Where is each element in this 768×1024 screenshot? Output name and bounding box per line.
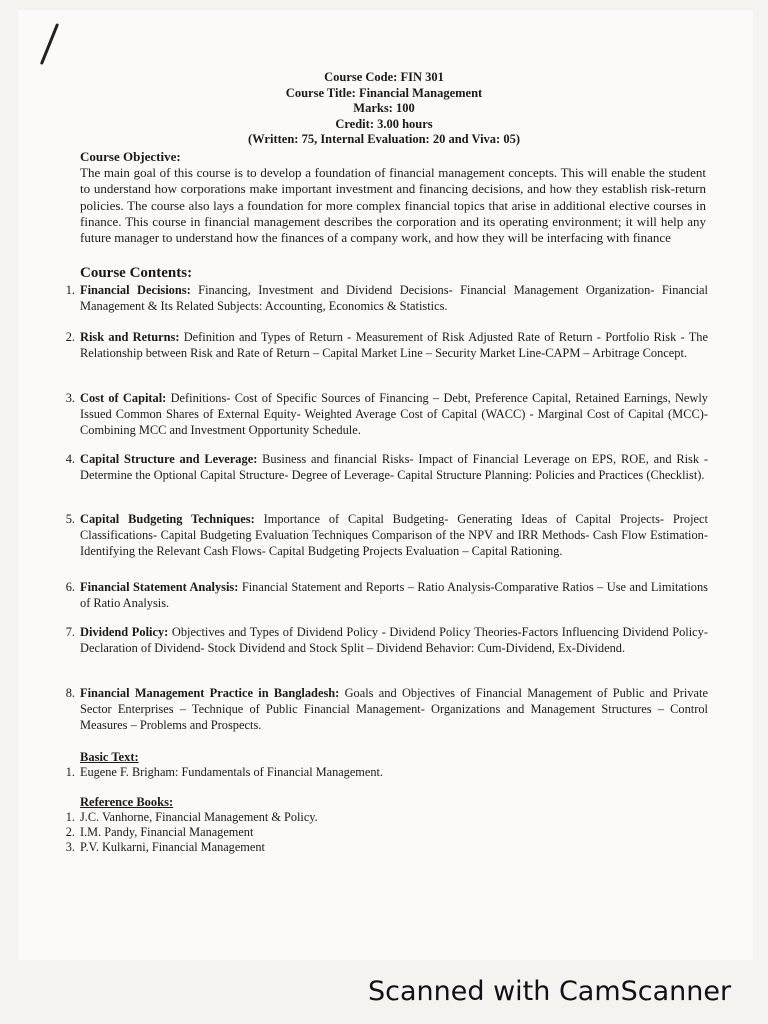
item-number: 1. (65, 765, 75, 779)
content-item-7 (65, 625, 708, 657)
objective-text: The main goal of this course is to develop a foundation of financial management concepts. This will enable the student to understand how corporations make important investment and financing decisions, and how they establish risk-return policies. The course also lays a foundation for more complex financial topics that arise in additional elective courses in finance. This course in financial management describes the corporation and its operating environment; it will help any future manager to understand how the finances of a company work, and how they will be interfacing with finance (80, 165, 706, 246)
item-number: 2. (65, 330, 75, 344)
content-item-4 (65, 452, 708, 484)
reference-books-heading: Reference Books: (80, 795, 174, 809)
camscanner-watermark: Scanned with CamScanner (368, 976, 732, 1007)
course-code: Course Code: FIN 301 (324, 70, 444, 84)
item-text: Goals and Objectives of Financial Management of Public and Private Sector Enterprises – Technique of Public Financial Management- Organizations and Management Structures – Control Measures – Problems and Prospects. (80, 686, 708, 732)
course-marks: Marks: 100 (353, 101, 415, 115)
objective-heading: Course Objective: (80, 149, 181, 164)
item-title: Risk and Returns: (80, 330, 180, 344)
item-title: Cost of Capital: (80, 391, 167, 405)
item-text: Business and financial Risks- Impact of Financial Leverage on EPS, ROE, and Risk - Determine the Optional Capital Structure- Degree of Leverage- Capital Structure Planning: Policies and Practices (Checklist). (80, 452, 708, 482)
item-text: Objectives and Types of Dividend Policy - Dividend Policy Theories-Factors Influencing Dividend Policy- Declaration of Dividend- Stock Dividend and Stock Split – Dividend Behavior: Cum-Dividend, Ex-Dividend. (80, 625, 708, 655)
item-number: 3. (65, 391, 75, 405)
item-text: Financing, Investment and Dividend Decisions- Financial Management Organization- Financial Management & Its Related Subjects: Accounting, Economics & Statistics. (80, 283, 708, 313)
item-number: 2. (65, 825, 75, 839)
reference-book-item (65, 840, 265, 855)
item-title: Dividend Policy: (80, 625, 169, 639)
item-text: Definition and Types of Return - Measurement of Risk Adjusted Rate of Return - Portfolio Risk - The Relationship between Risk and Rate of Return – Capital Market Line – Security Market Line-CAPM – Arbitrage Concept. (80, 330, 708, 360)
item-text: Definitions- Cost of Specific Sources of Financing – Debt, Preference Capital, Retained Earnings, Newly Issued Common Shares of External Equity- Weighted Average Cost of Capital (WACC) - Marginal Cost of Capital (MCC)- Combining MCC and Investment Opportunity Schedule. (80, 391, 709, 437)
marks-breakdown: (Written: 75, Internal Evaluation: 20 and Viva: 05) (248, 132, 520, 146)
item-text: Importance of Capital Budgeting- Generating Ideas of Capital Projects- Project Classifications- Capital Budgeting Evaluation Techniques Comparison of the NPV and IRR Methods- Cash Flow Estimation- Identifying the Relevant Cash Flows- Capital Budgeting Projects Evaluation – Capital Rationing. (80, 512, 708, 558)
item-title: Financial Statement Analysis: (80, 580, 239, 594)
item-title: Capital Budgeting Techniques: (80, 512, 255, 526)
content-item-5 (65, 512, 708, 559)
course-title: Course Title: Financial Management (285, 85, 483, 100)
basic-text-heading: Basic Text: (80, 750, 139, 764)
item-text: Eugene F. Brigham: Fundamentals of Financial Management. (80, 765, 383, 779)
item-title: Capital Structure and Leverage: (80, 452, 258, 466)
item-number: 5. (65, 512, 75, 526)
item-text: Financial Statement and Reports – Ratio Analysis-Comparative Ratios – Use and Limitations of Ratio Analysis. (80, 580, 708, 610)
content-item-1 (65, 283, 708, 315)
item-number: 8. (65, 686, 75, 700)
course-header (0, 70, 768, 148)
item-number: 3. (65, 840, 75, 854)
reference-book-item (65, 810, 318, 825)
item-number: 7. (65, 625, 75, 639)
content-item-2 (65, 330, 708, 362)
item-text: I.M. Pandy, Financial Management (80, 825, 254, 839)
content-item-6 (65, 580, 708, 612)
item-number: 6. (65, 580, 75, 594)
item-number: 4. (65, 452, 75, 466)
item-number: 1. (65, 283, 75, 297)
course-credit: Credit: 3.00 hours (335, 116, 433, 131)
contents-heading: Course Contents: (80, 265, 193, 281)
content-item-3 (65, 391, 709, 438)
item-number: 1. (65, 810, 75, 824)
item-text: P.V. Kulkarni, Financial Management (80, 840, 265, 854)
reference-book-item (65, 825, 254, 840)
item-title: Financial Management Practice in Bangladesh: (80, 686, 340, 700)
item-text: J.C. Vanhorne, Financial Management & Policy. (80, 810, 318, 824)
content-item-8 (65, 686, 708, 733)
item-title: Financial Decisions: (80, 283, 191, 297)
basic-text-item (65, 765, 383, 780)
